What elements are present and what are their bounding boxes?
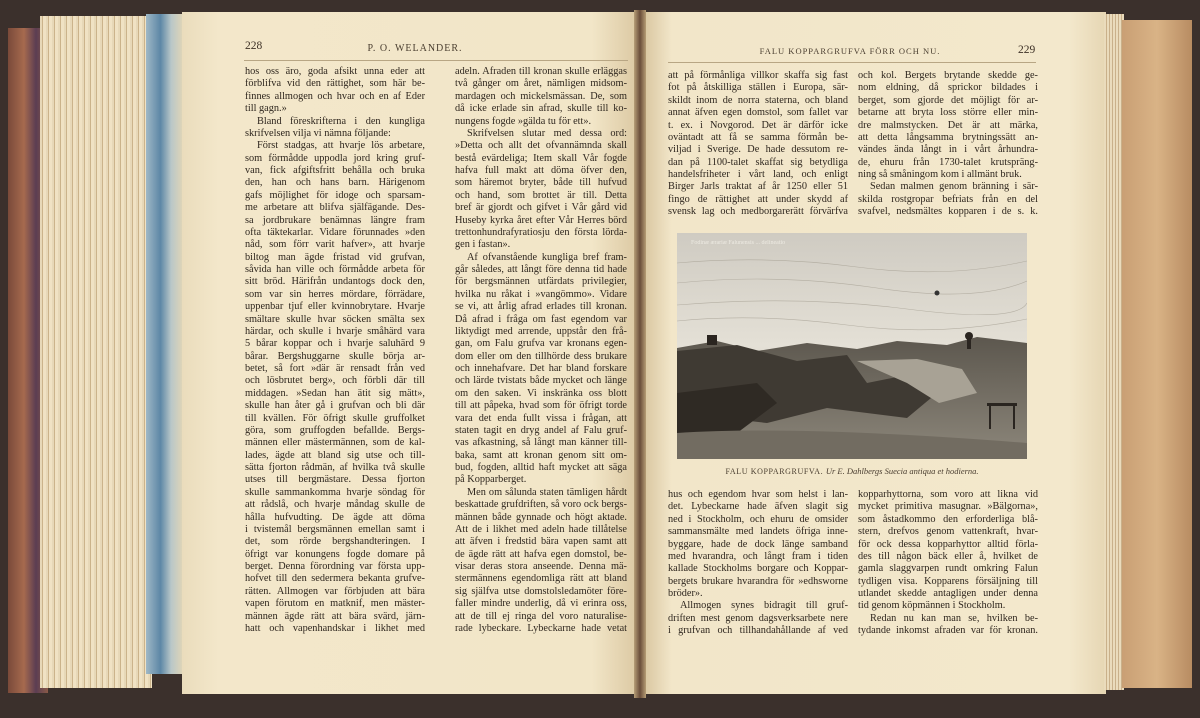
header-rule-right [668, 62, 1036, 63]
text-line: berget, som gjorde det möjligt för ar- [858, 94, 1038, 106]
text-line: stern, drefvos genom vattenkraft, hvar- [858, 526, 1038, 538]
text-line: som häremot bryter, både till hufvud [455, 177, 627, 189]
text-line: nungens fogde »gälda tu för ett». [455, 115, 592, 127]
text-line: byggare, hade de dock länge samband [668, 538, 848, 550]
text-line: gen i fastan». [455, 239, 511, 251]
text-line: handelsfriheter i vårt land, och enligt [668, 169, 848, 180]
text-line: det, som rörde bergshandteringen. I [245, 536, 425, 548]
text-line: tydande inkomst afraden var för kronan. [858, 625, 1038, 637]
text-line: om den saken. Vi inskränka oss blott [455, 387, 627, 399]
text-line: som åstadkommo den erforderliga blå- [858, 513, 1038, 525]
text-line: som var sin herres mördare, förrädare, [245, 288, 425, 300]
text-line: liktydigt med arrende, uppstår den frå- [455, 325, 627, 337]
text-line: tid genom köpmännen i Stockholm. [858, 600, 1006, 612]
text-line: två gånger om året, nämligen midsom- [455, 78, 627, 90]
text-line: männen eller mästermännen, som de kal- [245, 437, 425, 449]
header-rule-left [244, 60, 628, 61]
text-line: hofvet till den sedermera bekanta grufve- [245, 573, 425, 585]
text-line: hålla hufvudting. De ägde att döma [245, 511, 425, 523]
text-line: trettonhundrafyratiosju den första lörda- [455, 226, 627, 238]
text-line: Men om sålunda staten tämligen hårdt [467, 486, 627, 498]
text-line: att detta långsamma brytningssätt an- [858, 131, 1038, 143]
text-line: finnes allmogen och hvar och en af Eder [245, 90, 425, 102]
text-line: hos oss äro, goda afsikt unna eder att [245, 66, 425, 77]
text-line: fingo de rättighet att under skydd af [668, 193, 848, 205]
text-line: bref är gjordt och gifvet i Vår gård vid [455, 202, 627, 214]
text-line: förblifva vid den rättighet, som här be- [245, 78, 425, 90]
text-line: såvida han ville och förmådde arbeta för [245, 264, 425, 275]
text-line: som förmådde uppodla jord kring gruf- [245, 152, 425, 164]
engraving-falu-copper-mine [677, 233, 1027, 459]
text-line: des till någon bäck eller å, hvilket de [858, 550, 1038, 562]
text-line: utses till bergmästare. Dessa fjorton [245, 474, 425, 486]
text-line: tydligen visa. Kopparens försäljning till [858, 575, 1038, 587]
text-line: driften mest genom dagsverksarbete nere [668, 612, 848, 624]
text-line: faller mindre underlig, då vi erinra oss, [455, 598, 627, 610]
text-line: 5 bårar koppar och i hvarje saluhärd 9 [245, 338, 425, 350]
text-line: t. ex. i Novgorod. Det är därför icke [668, 119, 848, 131]
text-line: Skrifvelsen slutar med dessa ord: [467, 127, 627, 139]
text-line: skrifvelsen vilja vi nämna följande: [245, 127, 391, 139]
right-page-top-column-2 [858, 70, 1038, 219]
text-line: biltog man ägde fristad vid grufvan, [245, 251, 425, 263]
text-line: och lärde tvistats både mycket och länge [455, 375, 627, 387]
text-line: middagen. »Sedan han ätit sig mätt», [245, 387, 425, 399]
text-line: bröder». [668, 588, 703, 599]
text-line: ofta täktekarlar. Vidare förunnades »den [245, 226, 425, 238]
text-line: till gagn.» [245, 103, 287, 115]
text-line: me arbetare att blifva själfägande. Des- [245, 202, 425, 214]
text-line: viljad i Sverige. De hade dessutom re- [668, 144, 848, 156]
text-line: Då afrad i fråga om fast egendom var [455, 313, 627, 325]
text-line: dom eller om den tillhörde dess brukare [455, 350, 627, 362]
text-line: oväntadt att få se samma förmån be- [668, 131, 848, 143]
text-line: och innehafvare. Det har bland forskare [455, 363, 627, 374]
text-line: Redan nu kan man se, hvilken be- [870, 612, 1038, 624]
text-line: härdar, och skulle i hvarje småhärd vara [245, 325, 425, 337]
text-line: de, ehuru från 1730-talet krutspräng- [858, 156, 1038, 168]
text-line: till kvällen. För öfrigt skulle gruffolket [245, 412, 425, 424]
text-line: de ägde rätt att hafva egen domstol, be- [455, 548, 627, 560]
text-line: sätta fjorton rådmän, af hvilka två skulle [245, 462, 425, 473]
text-line: männen ägde rätt att bära svärd, järn- [245, 610, 425, 622]
text-line: sammansmälte med landets öfriga inne- [668, 526, 848, 538]
text-line: bergets brukare hvarandra för »edhsworne [668, 575, 848, 587]
text-line: på Kopparberget. [455, 474, 527, 486]
text-line: lades, ägde att bland sig utse och till- [245, 449, 425, 461]
text-line: och kol. Bergets brytande skedde ge- [858, 70, 1038, 81]
right-page-bottom-column-2 [858, 489, 1038, 638]
text-line: annat äfven egen domstol, som fallet var [668, 107, 848, 119]
illustration-caption [677, 466, 1027, 476]
text-line: sa jordbrukare benämnas längre fram [245, 214, 425, 226]
text-line: staten tagit en dryg andel af Falu gruf- [455, 424, 627, 436]
text-line: att på förmånliga villkor skaffa sig fast [668, 70, 848, 81]
text-line: bårar. Bergshuggarne skulle börja ar- [245, 350, 425, 362]
text-line: bestå evärdeliga; Item skall Vår fogde [455, 152, 627, 164]
text-line: visar deras stora anseende. Denna mä- [455, 561, 627, 572]
text-line: mycket primitiva masugnar. »Bälgorna», [858, 501, 1038, 513]
book-gutter [634, 10, 646, 698]
text-line: då icke erlade sin afrad, skulle till ko- [455, 103, 627, 115]
text-line: svensk lag och medborgarerätt förvärfva [668, 206, 848, 218]
text-line: hatt och vapenhandskar i likhet med [245, 622, 425, 634]
text-line: stermännens egendomliga rätt att bland [455, 573, 627, 585]
text-line: till att påpeka, hvad som för öfrigt torde [455, 400, 627, 412]
text-line: Sedan malmen genom bränning i sär- [870, 181, 1038, 193]
text-line: skulle sammankomma hvarje söndag för [245, 486, 425, 498]
text-line: utlandet skedde antagligen under denna [858, 588, 1038, 599]
text-line: att de till ej ringa del voro naturalise- [455, 610, 627, 622]
text-line: gafs möjlighet för idoge och sparsam- [245, 189, 425, 201]
text-line: kallade Stockholms borgare och Koppar- [668, 563, 848, 575]
text-line: och hand, som brottet är till. Detta [455, 189, 627, 201]
text-line: kopparhyttorna, som voro att likna vid [858, 489, 1038, 500]
left-page-column-1 [245, 66, 425, 635]
text-line: berget. Denna förordning var första upp- [245, 561, 425, 572]
text-line: baka, samt att kronan genom sitt om- [455, 449, 627, 461]
text-line: vara det enda fullt vissa i frågan, att [455, 412, 627, 424]
text-line: gan, om Falu grufva var kronans egen- [455, 338, 627, 350]
text-line: Af ofvanstående kungliga bref fram- [467, 251, 627, 263]
text-line: rätten. Allmogen var förbjuden att bära [245, 585, 425, 597]
text-line: att äfven i fredstid bära vapen samt att [455, 536, 627, 548]
right-page-top-column-1 [668, 70, 848, 219]
text-line: betet, så fort »där är rensadt från ved [245, 363, 425, 374]
book-cover-edge-right [1122, 20, 1192, 688]
text-line: skulle han åter gå i grufvan och bli där [245, 400, 425, 412]
caption-title: FALU KOPPARGRUFVA. [725, 467, 824, 476]
text-line: för ock dessa kopparhyttor alltid förla- [858, 538, 1038, 550]
text-line: betarne att bryta loss större eller min- [858, 107, 1038, 119]
right-page-bottom-column-1 [668, 489, 848, 638]
left-page-column-2 [455, 66, 627, 635]
text-line: Bland föreskrifterna i den kungliga [257, 115, 425, 127]
page-stack-left [40, 16, 152, 688]
text-line: uppenbar tjuf eller kvinnobrytare. Hvarje [245, 301, 425, 313]
text-line: adeln. Afraden till kronan skulle erläggas [455, 66, 627, 77]
text-line: mardagen och mickelsmässan. De, som [455, 90, 627, 102]
text-line: den, han och hans barn. Härigenom [245, 177, 425, 189]
text-line: Allmogen synes bidragit till gruf- [680, 600, 848, 612]
text-line: gamla slaggvarpen rundt omkring Falun [858, 563, 1038, 575]
blue-insert-strip [146, 14, 182, 674]
text-line: sitt bröd. Härifrån undantogs dock den, [245, 276, 425, 288]
engraving-lettering: Fodinæ ærariæ Falunensis ... delineatio [691, 240, 786, 246]
text-line: smältare skulle hvar söcken smälta sex [245, 313, 425, 325]
text-line: hvilka nu råkat i »vangömmo». Vidare [455, 288, 627, 300]
text-line: ning så småningom kom i allmänt bruk. [858, 169, 1022, 180]
text-line: går således, att långt före denna tid hade [455, 264, 627, 275]
text-line: fot på åtskilliga ställen i Europa, sär- [668, 82, 848, 94]
text-line: Huseby kyrka året efter Vår Herres börd [455, 214, 627, 226]
text-line: se vi, att årlig afrad erlades till kronan. [455, 301, 627, 313]
text-line: rade lybeckare. Lybeckarne hade vetat [455, 622, 627, 634]
running-head-left: P. O. WELANDER. [367, 43, 463, 54]
text-line: vändes ända långt in i vårt århundra- [858, 144, 1038, 156]
text-line: att rådslå, och hvarje måndag skulle de [245, 499, 425, 511]
text-line: för bergsmännen utfärdats privilegier, [455, 276, 627, 288]
text-line: öfrigt var konungens fogde domare på [245, 548, 425, 560]
text-line: svafvel, nedsmältes kopparen i de s. k. [858, 206, 1038, 218]
text-line: van, fick afgiftsfritt behålla och bruka [245, 165, 425, 176]
text-line: sig själfva utse domstolsledamöter före- [455, 585, 627, 597]
text-line: »Detta och allt det ofvannämnda skall [455, 140, 627, 152]
page-stack-right [1104, 14, 1124, 690]
text-line: hus och egendom hvar som helst i lan- [668, 489, 848, 500]
text-line: nom eldning, då sprickor bildades i [858, 82, 1038, 94]
running-head-right: FALU KOPPARGRUFVA FÖRR OCH NU. [759, 46, 941, 56]
caption-source: Ur E. Dahlbergs Suecia antiqua et hodierna. [825, 466, 979, 476]
text-line: göra, som gruffogden befallde. Bergs- [245, 424, 425, 436]
text-line: dan på 1100-talet skaffat sig betydliga [668, 156, 848, 168]
page-number-right: 229 [1018, 44, 1036, 56]
text-line: det. Lybeckarne hade äfven slagit sig [668, 501, 848, 513]
text-line: Först stadgas, att hvarje lös arbetare, [257, 140, 425, 152]
text-line: i tvistemål bergsmännen emellan samt i [245, 523, 425, 535]
text-line: skildt inom de norra staterna, och bland [668, 94, 848, 106]
text-line: männen både gynnade och högt aktade. [455, 511, 627, 523]
text-line: Birger Jarls traktat af år 1250 eller 51 [668, 181, 848, 193]
text-line: i grufvan och tillhandahållande af ved [668, 625, 848, 637]
text-line: dre malmstycken. Det är att märka, [858, 119, 1038, 131]
text-line: vapen förutom en matknif, men mäster- [245, 598, 425, 610]
text-line: bud, fogden, alltid haft mycket att säga [455, 462, 627, 473]
text-line: vas afkastning, så långt man känner till- [455, 437, 627, 449]
text-line: skilda rostgropar befriats från en del [858, 193, 1038, 205]
text-line: beskattade grufdriften, så voro ock bergs- [455, 499, 627, 511]
text-line: hafva full makt att döma öfver den, [455, 165, 627, 176]
text-line: med hvarandra, och långt fram i tiden [668, 550, 848, 562]
text-line: Att de i likhet med adeln hade tillåtelse [455, 523, 627, 535]
text-line: och lösbrutet berg», och förbli där till [245, 375, 425, 387]
text-line: ned i Stockholm, och ehuru de omsider [668, 513, 848, 525]
text-line: nåd, som förr varit hafver», att hvarje [245, 239, 425, 251]
page-number-left: 228 [245, 40, 263, 52]
